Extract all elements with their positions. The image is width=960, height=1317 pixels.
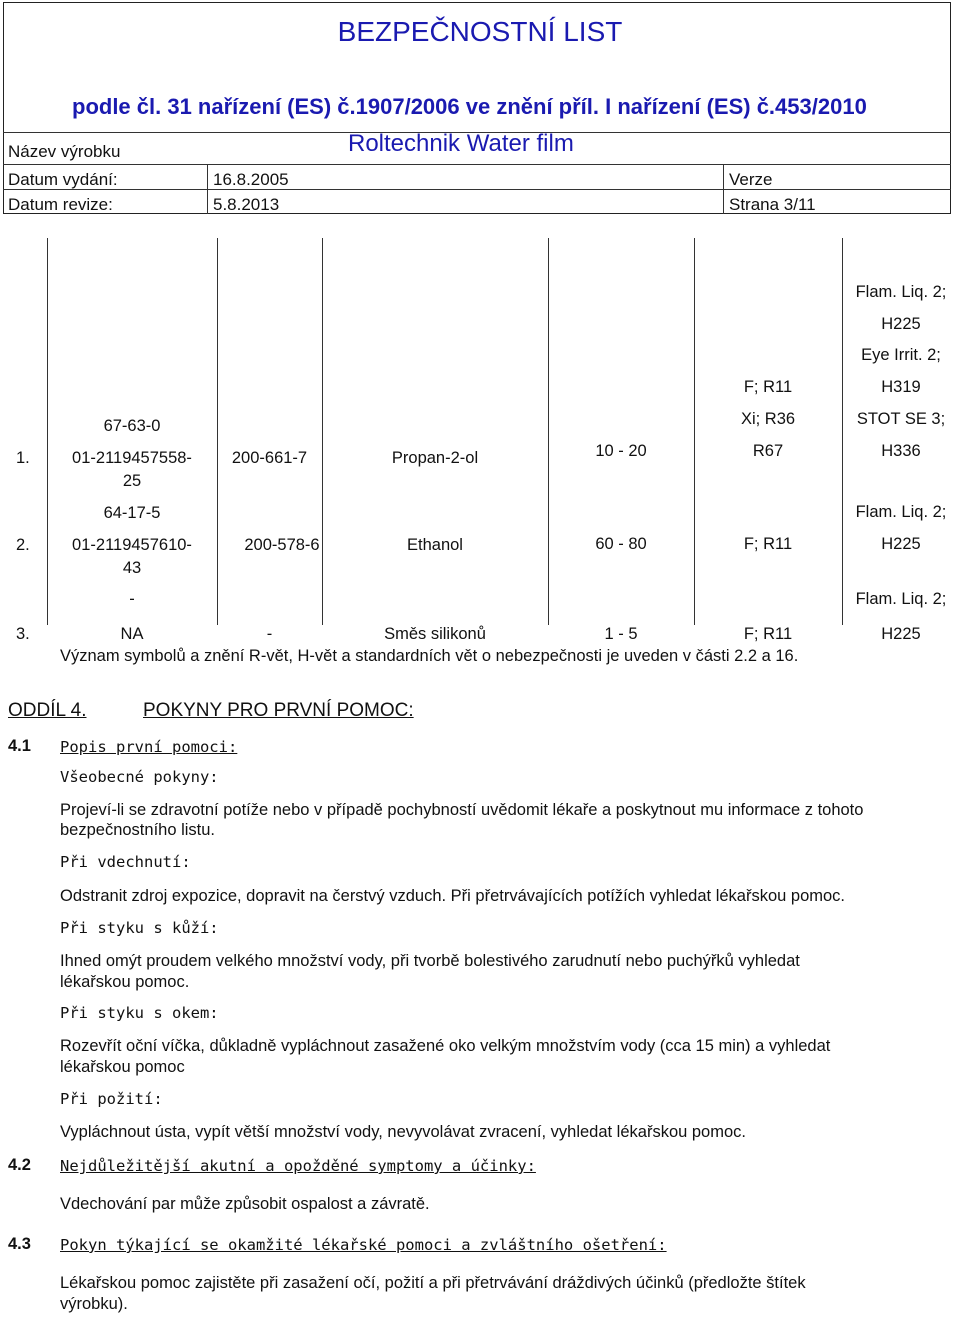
eye-contact-label: Při styku s okem: (60, 1004, 219, 1022)
skin-contact-text: Ihned omýt proudem velkého množství vody, při tvorbě bolestivého zarudnutí nebo puchýřků vyhledat (60, 952, 800, 970)
subsection-number: 4.2 (8, 1156, 31, 1174)
inhalation-text: Odstranit zdroj expozice, dopravit na čerstvý vzduch. Při přetrvávajících potížích vyhledat lékařskou pomoc. (60, 887, 846, 905)
classification-dsd: Xi; R36 (740, 410, 796, 428)
issue-date: 16.8.2005 (213, 170, 289, 189)
classification-clp: H225 (881, 625, 921, 643)
page-number: Strana 3/11 (729, 195, 816, 214)
symptoms-text: Vdechování par může způsobit ospalost a závratě. (60, 1195, 430, 1213)
row-number: 3. (16, 625, 30, 643)
subsection-title: Pokyn týkající se okamžité lékařské pomoci a zvláštního ošetření: (60, 1236, 667, 1254)
table-column-line (694, 238, 695, 625)
concentration: 60 - 80 (595, 535, 647, 553)
table-column-line (548, 238, 549, 625)
classification-clp: H336 (881, 442, 921, 460)
revision-date: 5.8.2013 (213, 195, 280, 214)
version-label: Verze (729, 170, 773, 189)
table-note: Význam symbolů a znění R-vět, H-vět a standardních vět o nebezpečnosti je uveden v části 2.2 a 16. (60, 647, 799, 665)
classification-clp: Flam. Liq. 2; (855, 283, 947, 301)
section-heading-title: POKYNY PRO PRVNÍ POMOC: (143, 700, 414, 721)
eye-contact-text: Rozevřít oční víčka, důkladně vypláchnout zasažené oko velkým množstvím vody (cca 15 min) a vyhledat (60, 1037, 831, 1055)
general-label: Všeobecné pokyny: (60, 768, 219, 786)
classification-dsd: F; R11 (743, 535, 793, 553)
inhalation-label: Při vdechnutí: (60, 853, 191, 871)
ec-number: 200-578-6 (244, 536, 320, 554)
document-subtitle: podle čl. 31 nařízení (ES) č.1907/2006 ve znění příl. I nařízení (ES) č.453/2010 (72, 94, 867, 119)
substance-name: Propan-2-ol (391, 449, 479, 467)
substance-name: Ethanol (407, 536, 463, 554)
registration-number-cont: 43 (122, 559, 142, 577)
classification-dsd: F; R11 (743, 378, 793, 396)
classification-clp: H225 (881, 315, 921, 333)
medical-aid-text: Lékařskou pomoc zajistěte při zasažení očí, požití a při přetrvávání dráždivých účinků (předložte štítek (60, 1274, 806, 1292)
concentration: 1 - 5 (604, 625, 638, 643)
classification-clp: Eye Irrit. 2; (861, 346, 941, 364)
row-number: 1. (16, 449, 30, 467)
subsection-number: 4.3 (8, 1235, 31, 1253)
eye-contact-text-cont: lékařskou pomoc (60, 1058, 185, 1076)
classification-clp: STOT SE 3; (856, 410, 946, 428)
classification-clp: H225 (881, 535, 921, 553)
classification-clp: Flam. Liq. 2; (855, 590, 947, 608)
general-text: Projeví-li se zdravotní potíže nebo v případě pochybností uvědomit lékaře a poskytnout mu informace z tohoto (60, 801, 864, 819)
registration-number: 01-2119457558- (72, 449, 192, 467)
document-title: BEZPEČNOSTNÍ LIST (337, 16, 623, 47)
section-heading-number: ODDÍL 4. (8, 700, 87, 721)
concentration: 10 - 20 (595, 442, 647, 460)
table-column-line (322, 238, 323, 625)
skin-contact-text-cont: lékařskou pomoc. (60, 973, 190, 991)
registration-number-cont: 25 (122, 472, 142, 490)
ingestion-label: Při požití: (60, 1090, 163, 1108)
revision-date-label: Datum revize: (8, 195, 113, 214)
cas-number: - (129, 590, 135, 608)
product-label: Název výrobku (8, 142, 121, 161)
registration-number: 01-2119457610- (72, 536, 192, 554)
subsection-title: Popis první pomoci: (60, 738, 238, 756)
table-column-line (217, 238, 218, 625)
product-name: Roltechnik Water film (348, 130, 574, 157)
classification-clp: Flam. Liq. 2; (855, 503, 947, 521)
ec-number: 200-661-7 (231, 449, 308, 467)
subsection-number: 4.1 (8, 737, 31, 755)
classification-clp: H319 (881, 378, 921, 396)
header-column-line (723, 164, 724, 214)
cas-number: 67-63-0 (103, 417, 161, 435)
header-column-line (207, 164, 208, 214)
cas-number: 64-17-5 (103, 504, 161, 522)
header-divider (3, 164, 951, 165)
ec-number: - (266, 625, 273, 643)
row-number: 2. (16, 536, 30, 554)
subsection-title: Nejdůležitější akutní a opožděné symptomy a účinky: (60, 1157, 536, 1175)
general-text-cont: bezpečnostního listu. (60, 821, 216, 839)
medical-aid-text-cont: výrobku). (60, 1295, 128, 1313)
registration-number: NA (120, 625, 144, 643)
classification-dsd: F; R11 (743, 625, 793, 643)
substance-name: Směs silikonů (384, 625, 486, 643)
header-divider (3, 189, 951, 190)
skin-contact-label: Při styku s kůží: (60, 919, 219, 937)
ingestion-text: Vypláchnout ústa, vypít větší množství vody, nevyvolávat zvracení, vyhledat lékařskou pomoc. (60, 1123, 746, 1141)
classification-dsd: R67 (752, 442, 784, 460)
issue-date-label: Datum vydání: (8, 170, 118, 189)
